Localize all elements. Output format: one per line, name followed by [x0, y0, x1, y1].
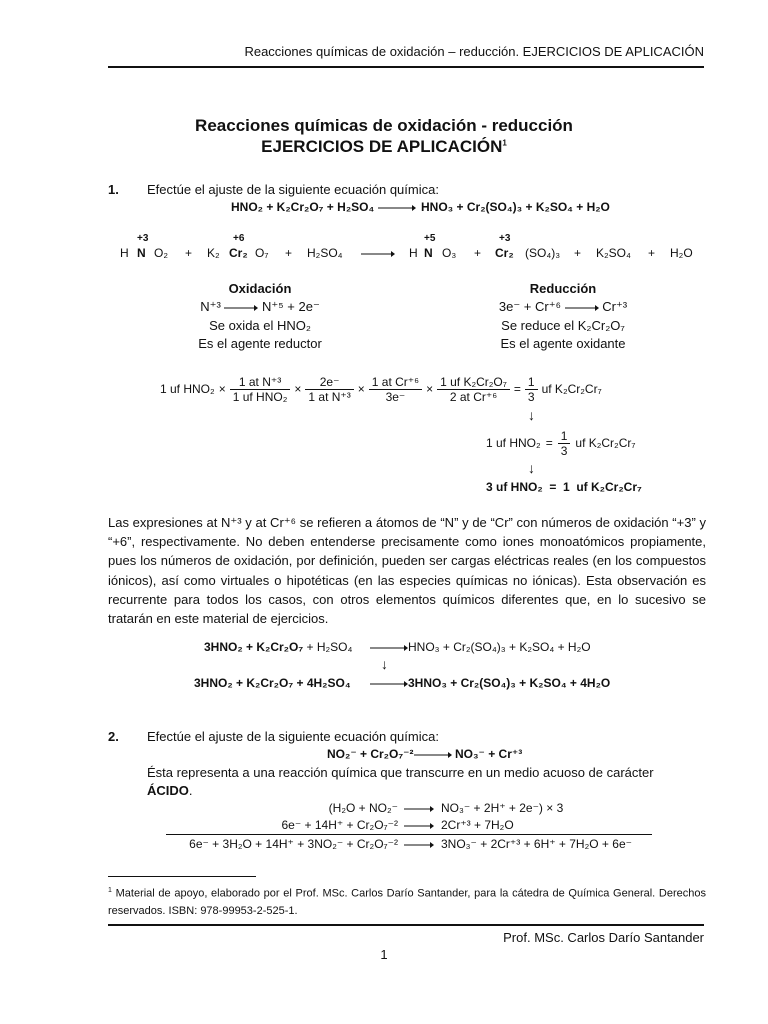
- species: H₂O: [670, 246, 693, 260]
- reaction-arrow-icon: [404, 804, 434, 814]
- oxidation-state: +6: [233, 233, 245, 244]
- reaction-arrow-icon: [414, 750, 452, 760]
- page-number: 1: [380, 947, 388, 962]
- reaction-arrow-icon: [361, 249, 395, 259]
- oxidation-note: Se oxida el HNO₂: [209, 318, 311, 333]
- equation-reactants: NO₂⁻ + Cr₂O₇⁻²: [327, 747, 414, 761]
- species: O₃: [442, 246, 457, 260]
- reaction-arrow-icon: [404, 821, 434, 831]
- reduction-note: Se reduce el K₂Cr₂O₇: [501, 318, 625, 333]
- explanation-paragraph: Las expresiones at N⁺³ y at Cr⁺⁶ se refieren a átomos de “N” y de “Cr” con números de oxidación “+3” y “+6”, respectivamente. No deben entenderse precisamente como iones monoatómicos propiamente, pues los números de oxidación, por definición, pueden ser cargas eléctricas reales (en los compuestos iónicos), así como virtuales o hipotéticas (en las especies químicas no iónicas). Esta observación es recurrente para todos los casos, con otros elementos químicos diferentes que, en lo sucesivo se tratarán en este material de ejercicios.: [108, 515, 706, 627]
- plus-sign: +: [474, 246, 482, 260]
- species: K₂: [207, 246, 220, 260]
- species: H: [120, 246, 129, 260]
- plus-sign: +: [185, 246, 193, 260]
- exercise-statement: Efectúe el ajuste de la siguiente ecuación química:: [147, 182, 439, 197]
- reaction-arrow-icon: [565, 304, 599, 312]
- reaction-arrow-icon: [378, 203, 416, 213]
- exercise-number: 2.: [108, 729, 119, 744]
- down-arrow-icon: ↓: [528, 407, 535, 423]
- species: Cr₂: [495, 246, 514, 260]
- species: H: [409, 246, 418, 260]
- factor-start: 1 uf HNO₂: [160, 382, 215, 396]
- species: (SO₄)₃: [525, 246, 561, 260]
- plus-sign: +: [285, 246, 293, 260]
- oxidation-note: Es el agente reductor: [198, 336, 322, 351]
- down-arrow-icon: ↓: [381, 656, 388, 672]
- plus-sign: +: [574, 246, 582, 260]
- sum-reaction-left: 6e⁻ + 3H₂O + 14H⁺ + 3NO₂⁻ + Cr₂O₇⁻²: [189, 837, 398, 851]
- species: N: [137, 246, 146, 260]
- equation-products: HNO₃ + Cr₂(SO₄)₃ + K₂SO₄ + H₂O: [421, 200, 610, 214]
- sum-rule: [166, 834, 652, 835]
- species: K₂SO₄: [596, 246, 631, 260]
- medium-type: ÁCIDO.: [147, 783, 193, 798]
- equation-products: NO₃⁻ + Cr⁺³: [455, 747, 523, 761]
- species: N: [424, 246, 433, 260]
- footnote-rule: [108, 876, 256, 877]
- reaction-arrow-icon: [370, 679, 408, 689]
- half-reaction-right: 2Cr⁺³ + 7H₂O: [441, 818, 514, 832]
- result-fraction: $\frac{1}{3}$: [525, 375, 538, 404]
- down-arrow-icon: ↓: [528, 460, 535, 476]
- factor-step: 1 uf HNO₂ = $\frac{1}{3}$ uf K₂Cr₂Cr₇: [486, 428, 636, 458]
- species: H₂SO₄: [307, 246, 343, 260]
- running-header: Reacciones químicas de oxidación – reducción. EJERCICIOS DE APLICACIÓN: [244, 44, 704, 59]
- header-rule: [108, 66, 704, 68]
- page-subtitle: EJERCICIOS DE APLICACIÓN$^1$: [261, 137, 507, 156]
- conversion-factor: $\frac{\text{1 at Cr⁺⁶}}{3e^-}$: [369, 375, 422, 404]
- factor-result: 3 uf HNO₂ = 1 uf K₂Cr₂Cr₇: [486, 480, 642, 494]
- reduction-heading: Reducción: [529, 281, 597, 296]
- plus-sign: +: [648, 246, 656, 260]
- unbalanced-equation-right: HNO₃ + Cr₂(SO₄)₃ + K₂SO₄ + H₂O: [408, 640, 591, 654]
- oxidation-heading: Oxidación: [228, 281, 292, 296]
- oxidation-state: +3: [499, 233, 511, 244]
- conversion-factor: $\frac{\text{1 uf K₂Cr₂O₇}}{\text{2 at Cr⁺⁶}}$: [437, 375, 510, 404]
- oxidation-half-reaction: N⁺³ N⁺⁵ + 2e⁻: [200, 299, 320, 314]
- sum-reaction-right: 3NO₃⁻ + 2Cr⁺³ + 6H⁺ + 7H₂O + 6e⁻: [441, 837, 632, 851]
- reduction-note: Es el agente oxidante: [500, 336, 626, 351]
- factor-chain: 1 uf HNO₂ × $\frac{\text{1 at N⁺³}}{\text{1 uf HNO₂}}$ × $\frac{2e^-}{\text{1 at N⁺³}}$ × $\frac{\text{1 at Cr⁺⁶}}{3e^-}$ × $\frac{\text{1 uf K₂Cr₂O₇}}{\text{2 at Cr⁺⁶}}$ = $\frac{1}{3}$ uf K₂Cr₂Cr₇: [160, 374, 602, 404]
- species: O₂: [154, 246, 168, 260]
- conversion-factor: $\frac{\text{1 at N⁺³}}{\text{1 uf HNO₂}}$: [230, 375, 291, 404]
- oxidation-state: +5: [424, 233, 436, 244]
- conversion-factor: $\frac{2e^-}{\text{1 at N⁺³}}$: [305, 375, 353, 404]
- reduction-half-reaction: 3e⁻ + Cr⁺⁶ Cr⁺³: [498, 299, 628, 314]
- footnote-ref: 1: [502, 138, 507, 148]
- half-reaction-left: (H₂O + NO₂⁻: [328, 801, 398, 815]
- balanced-equation-left: 3HNO₂ + K₂Cr₂O₇ + 4H₂SO₄: [194, 676, 351, 690]
- exercise-statement: Efectúe el ajuste de la siguiente ecuación química:: [147, 729, 439, 744]
- footer-author: Prof. MSc. Carlos Darío Santander: [503, 930, 704, 945]
- species: Cr₂: [229, 246, 248, 260]
- balanced-equation-right: 3HNO₃ + Cr₂(SO₄)₃ + K₂SO₄ + 4H₂O: [408, 676, 611, 690]
- half-reaction-left: 6e⁻ + 14H⁺ + Cr₂O₇⁻²: [281, 818, 398, 832]
- reaction-arrow-icon: [370, 643, 408, 653]
- half-reaction-right: NO₃⁻ + 2H⁺ + 2e⁻) × 3: [441, 801, 564, 815]
- result-fraction: $\frac{1}{3}$: [558, 429, 571, 458]
- page-title: Reacciones químicas de oxidación - reducción: [195, 116, 573, 135]
- exercise-number: 1.: [108, 182, 119, 197]
- medium-description: Ésta representa a una reacción química que transcurre en un medio acuoso de carácter: [147, 765, 654, 780]
- reaction-arrow-icon: [224, 304, 258, 312]
- oxidation-state: +3: [137, 233, 149, 244]
- footnote: $^1$ Material de apoyo, elaborado por el Prof. MSc. Carlos Darío Santander, para la cátedra de Química General. Derechos reservados. ISBN: 978-99953-2-525-1.: [108, 887, 707, 917]
- species: O₇: [255, 246, 269, 260]
- unbalanced-equation-left: 3HNO₂ + K₂Cr₂O₇ + H₂SO₄: [204, 640, 353, 654]
- equation-reactants: HNO₂ + K₂Cr₂O₇ + H₂SO₄: [231, 200, 375, 214]
- footer-rule: [108, 924, 704, 926]
- reaction-arrow-icon: [404, 840, 434, 850]
